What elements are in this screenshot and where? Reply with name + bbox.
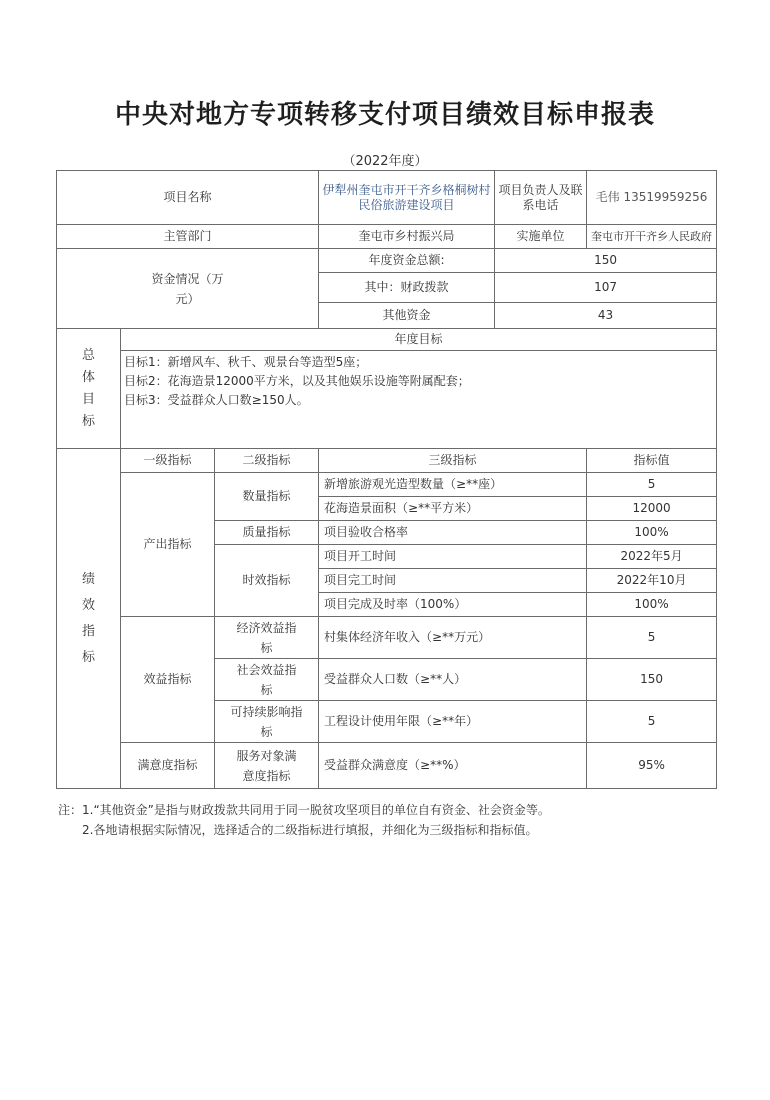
impl-value: 奎屯市开干齐乡人民政府: [587, 225, 717, 249]
indicator-value: 2022年5月: [587, 545, 717, 569]
department-row: [57, 225, 717, 249]
indicator-value: 100%: [587, 593, 717, 617]
note-item: 注：1.“其他资金”是指与财政拨款共同用于同一脱贫攻坚项目的单位自有资金、社会资金等。: [58, 803, 550, 817]
goal-item: 目标2：花海造景12000平方米，以及其他娱乐设施等附属配套；: [124, 374, 470, 388]
impl-label: 实施单位: [495, 225, 587, 249]
contact-value: 毛伟 13519959256: [587, 171, 717, 225]
overall-goals: [121, 351, 717, 449]
output-label: 产出指标: [121, 473, 215, 617]
funds-fiscal-label: 其中：财政拨款: [319, 273, 495, 303]
overall-goals-row: [57, 351, 717, 449]
satisfaction-label: 满意度指标: [121, 743, 215, 789]
indicator-value: 5: [587, 617, 717, 659]
performance-form-table: [56, 170, 717, 789]
benefit-label: 效益指标: [121, 617, 215, 743]
benefit-sub-label: [215, 659, 319, 701]
form-title: 中央对地方专项转移支付项目绩效目标申报表: [114, 100, 655, 130]
funds-other-value: 43: [495, 303, 717, 329]
dept-value: 奎屯市乡村振兴局: [319, 225, 495, 249]
benefit-sub-label-text: 经济效益指标: [236, 620, 297, 655]
contact-label: 项目负责人及联系电话: [495, 171, 587, 225]
perf-label-text: 绩效指标: [81, 571, 95, 665]
overall-header: 年度目标: [121, 329, 717, 351]
quantity-label: 数量指标: [215, 473, 319, 521]
table-row: [57, 473, 717, 497]
satisfaction-sub-label-text: 服务对象满意度指标: [236, 748, 297, 783]
funds-fiscal-value: 107: [495, 273, 717, 303]
indicator-name: 工程设计使用年限（≥**年）: [319, 701, 587, 743]
indicator-value: 150: [587, 659, 717, 701]
benefit-sub-label-text: 社会效益指标: [236, 662, 297, 697]
timeliness-label: 时效指标: [215, 545, 319, 617]
form-notes: [58, 800, 738, 840]
funds-row-total: [57, 249, 717, 273]
funds-total-value: 150: [495, 249, 717, 273]
col-header-level3: 三级指标: [319, 449, 587, 473]
benefit-sub-label-text: 可持续影响指标: [230, 704, 303, 739]
project-name-value: 伊犁州奎屯市开干齐乡格桐树村民俗旅游建设项目: [319, 171, 495, 225]
indicator-name: 受益群众人口数（≥**人）: [319, 659, 587, 701]
funds-label-text: 资金情况（万元）: [151, 271, 224, 306]
col-header-level1: 一级指标: [121, 449, 215, 473]
goal-item: 目标3：受益群众人口数≥150人。: [124, 393, 309, 407]
indicator-name: 项目开工时间: [319, 545, 587, 569]
table-row: [57, 617, 717, 659]
indicator-value: 2022年10月: [587, 569, 717, 593]
table-row: [57, 743, 717, 789]
indicator-name: 受益群众满意度（≥**%）: [319, 743, 587, 789]
col-header-level2: 二级指标: [215, 449, 319, 473]
indicator-name: 花海造景面积（≥**平方米）: [319, 497, 587, 521]
funds-total-label: 年度资金总额:: [319, 249, 495, 273]
overall-label: [57, 329, 121, 449]
project-name-row: [57, 171, 717, 225]
indicator-value: 5: [587, 701, 717, 743]
overall-label-text: 总体目标: [81, 347, 95, 429]
funds-other-label: 其他资金: [319, 303, 495, 329]
indicator-name: 村集体经济年收入（≥**万元）: [319, 617, 587, 659]
form-year: （2022年度）: [342, 154, 428, 169]
satisfaction-sub-label: [215, 743, 319, 789]
col-header-value: 指标值: [587, 449, 717, 473]
indicator-value: 12000: [587, 497, 717, 521]
indicator-name: 项目完工时间: [319, 569, 587, 593]
note-item: 2.各地请根据实际情况，选择适合的二级指标进行填报，并细化为三级指标和指标值。: [82, 823, 538, 837]
indicator-name: 新增旅游观光造型数量（≥**座）: [319, 473, 587, 497]
funds-label: [57, 249, 319, 329]
indicator-value: 95%: [587, 743, 717, 789]
goal-item: 目标1：新增风车、秋千、观景台等造型5座；: [124, 355, 368, 369]
indicator-value: 5: [587, 473, 717, 497]
indicator-name: 项目验收合格率: [319, 521, 587, 545]
quality-label: 质量指标: [215, 521, 319, 545]
indicator-value: 100%: [587, 521, 717, 545]
project-name-label: 项目名称: [57, 171, 319, 225]
perf-label: [57, 449, 121, 789]
benefit-sub-label: [215, 701, 319, 743]
benefit-sub-label: [215, 617, 319, 659]
perf-header-row: [57, 449, 717, 473]
overall-header-row: [57, 329, 717, 351]
dept-label: 主管部门: [57, 225, 319, 249]
indicator-name: 项目完成及时率（100%）: [319, 593, 587, 617]
